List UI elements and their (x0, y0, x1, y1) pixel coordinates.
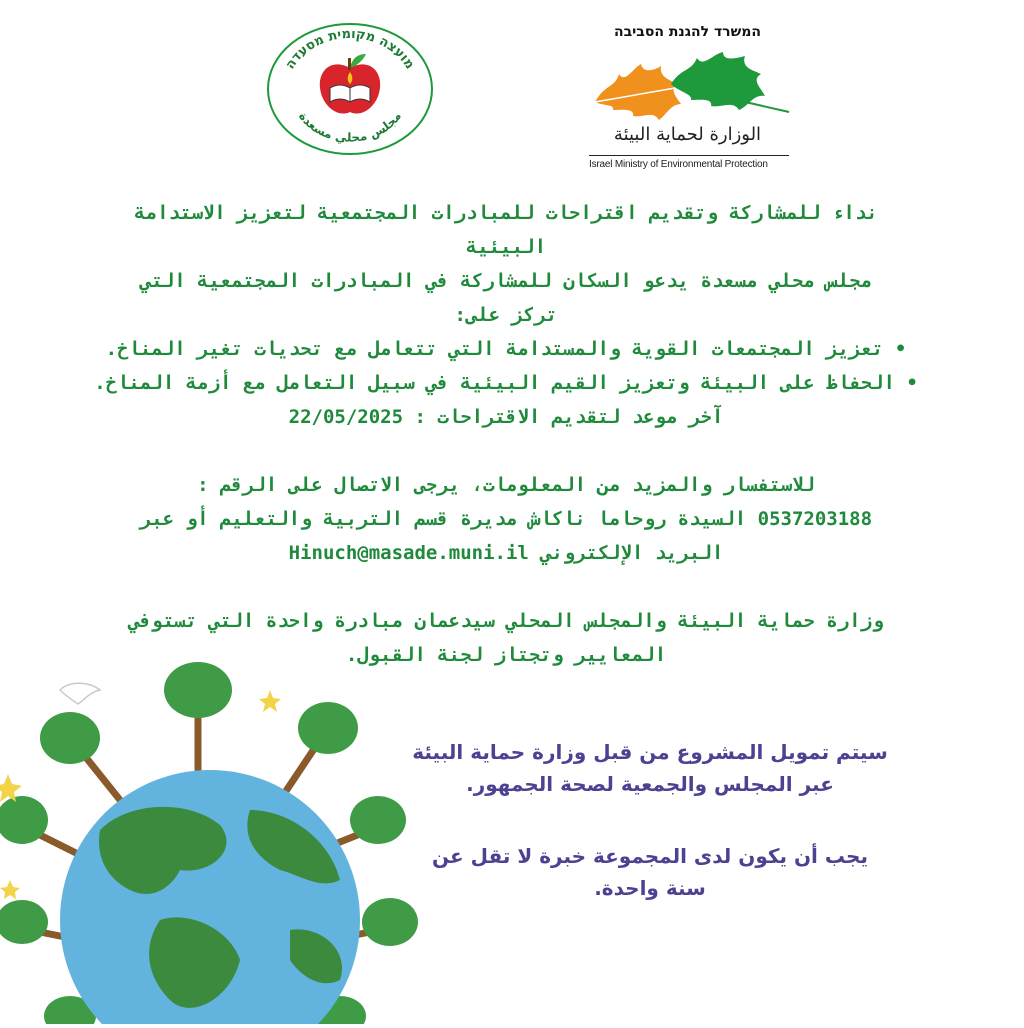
funding-line-4: سنة واحدة. (594, 876, 706, 900)
funding-line-1: سيتم تمويل المشروع من قبل وزارة حماية البيئة (412, 740, 888, 764)
funding-line-2: عبر المجلس والجمعية لصحة الجمهور. (466, 772, 834, 796)
title-line-1: نداء للمشاركة وتقديم اقتراحات للمبادرات المجتمعية لتعزيز الاستدامة (134, 202, 878, 224)
ministry-hebrew-name: המשרד להגנת הסביבה (614, 24, 761, 40)
funding-line-3: يجب أن يكون لدى المجموعة خبرة لا تقل عن (432, 844, 868, 868)
council-hebrew-text: מועצה מקומית מסעדה (282, 26, 418, 73)
bullet-1: • تعزيز المجتمعات القوية والمستدامة التي تتعامل مع تحديات تغير المناخ. (105, 338, 907, 360)
ministry-arabic-name: الوزارة لحماية البيئة (613, 124, 762, 145)
contact-line-1: للاستفسار والمزيد من المعلومات، يرجى الاتصال على الرقم : (197, 474, 815, 496)
title-line-2: البيئية (465, 236, 547, 258)
invite-line-2: تركز على: (454, 304, 558, 326)
support-line-2: المعايير وتجتاز لجنة القبول. (345, 644, 667, 666)
council-arabic-text: مجلس محلي مسعدة (296, 109, 405, 145)
council-logo (266, 22, 434, 156)
deadline-line: آخر موعد لتقديم الاقتراحات : 22/05/2025 (288, 406, 724, 428)
contact-line-3: البريد الإلكتروني Hinuch@masade.muni.il (288, 542, 724, 564)
funding-text (370, 736, 930, 904)
announcement-text (70, 196, 942, 672)
ministry-logo (585, 22, 790, 180)
support-line-1: وزارة حماية البيئة والمجلس المحلي سيدعمان مبادرة واحدة التي تستوفي (128, 610, 884, 632)
ministry-divider (589, 155, 789, 156)
ministry-english-name: Israel Ministry of Environmental Protection (589, 159, 768, 170)
invite-line-1: مجلس محلي مسعدة يدعو السكان للمشاركة في المبادرات المجتمعية التي (139, 270, 873, 292)
globe-illustration (0, 660, 420, 1024)
bullet-2: • الحفاظ على البيئة وتعزيز القيم البيئية في سبيل التعامل مع أزمة المناخ. (94, 372, 918, 394)
contact-line-2: 0537203188 السيدة روحاما ناكاش مديرة قسم التربية والتعليم أو عبر (139, 508, 873, 530)
ministry-leaf-icon (585, 44, 790, 126)
